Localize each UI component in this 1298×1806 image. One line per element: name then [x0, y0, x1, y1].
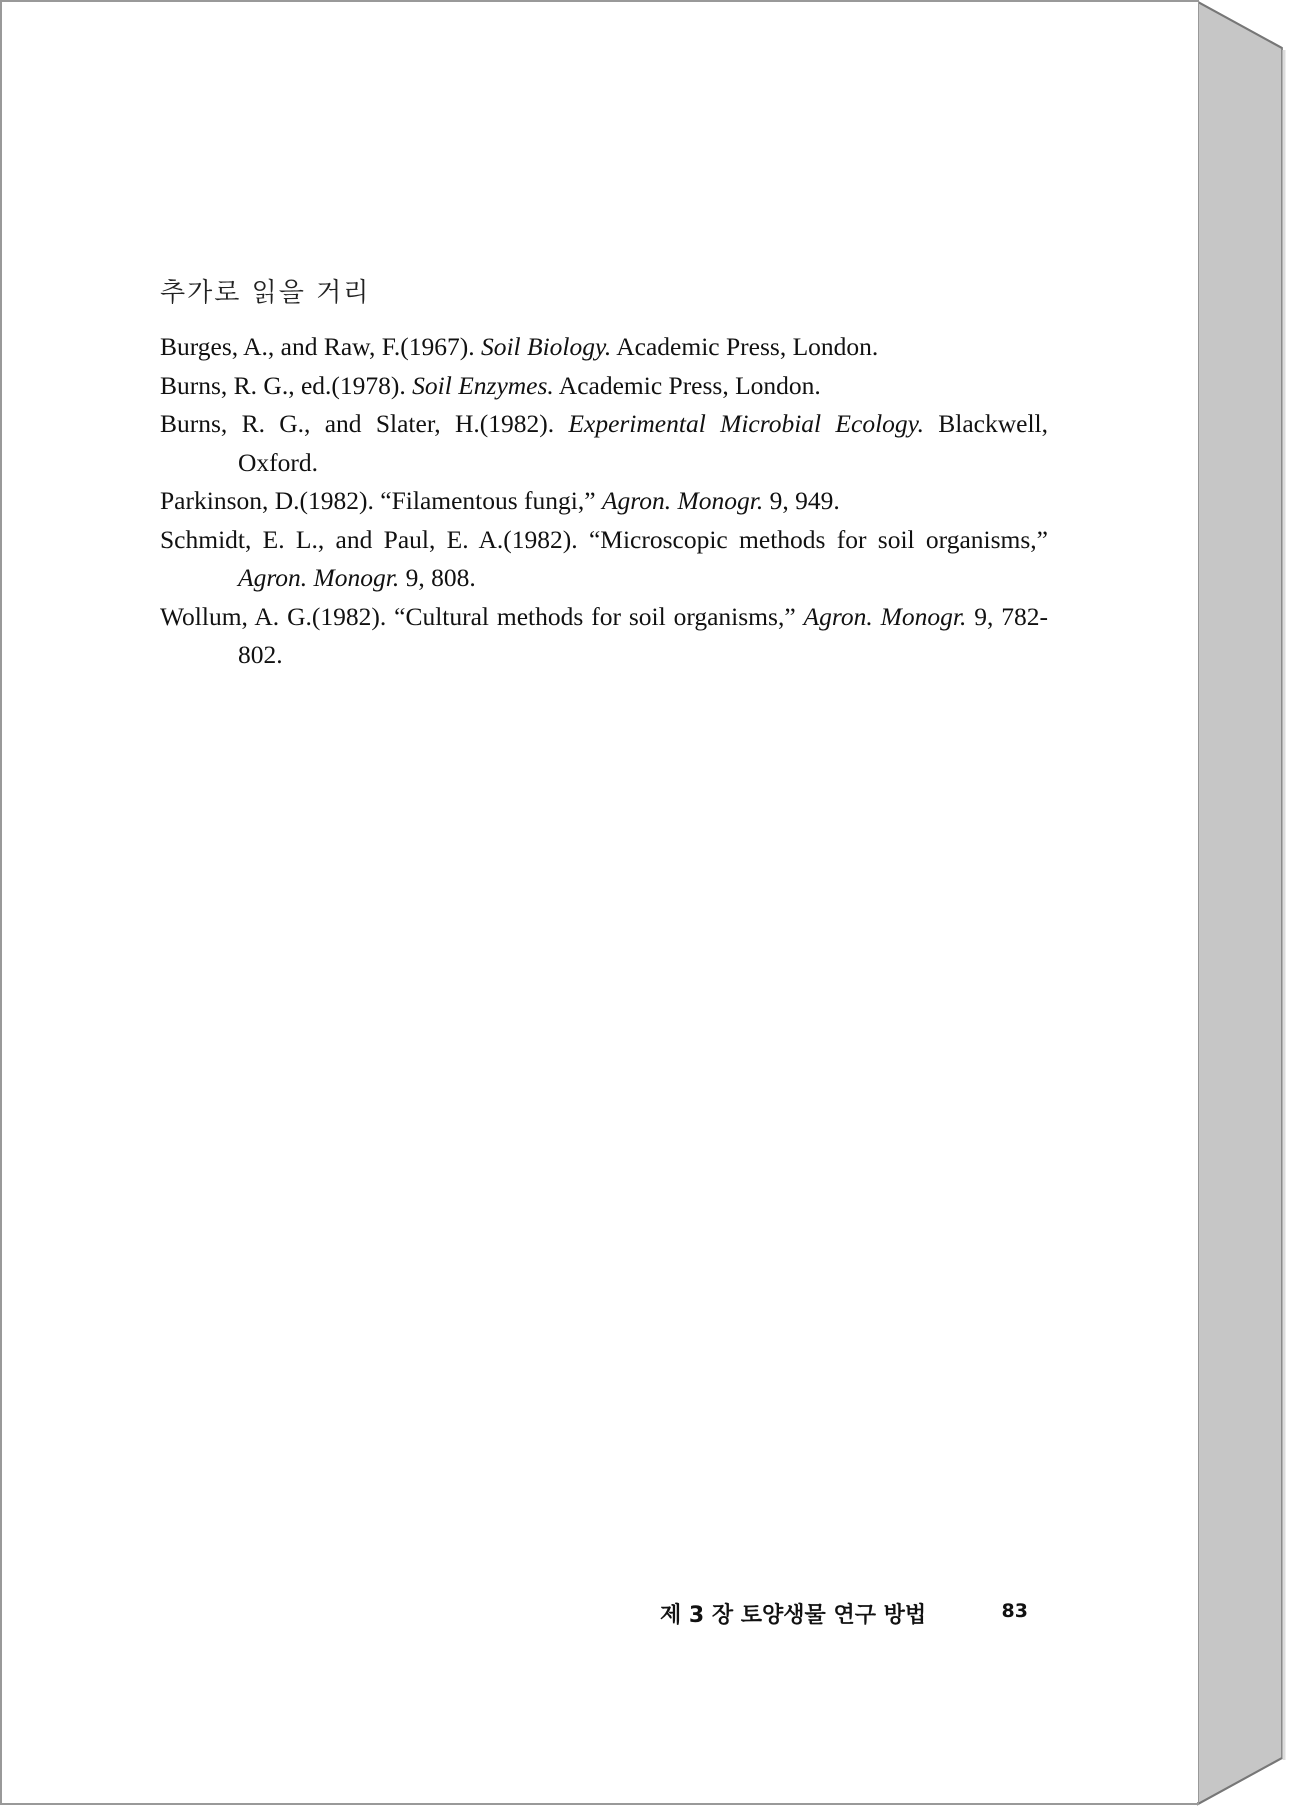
running-footer: [660, 1598, 1028, 1629]
further-reading-heading: 추가로 읽을 거리: [160, 278, 371, 308]
reference-authors: Burns, R. G., ed.(1978).: [160, 370, 413, 400]
reference-source: Agron. Monogr.: [238, 563, 400, 592]
reference-authors: Parkinson, D.(1982). “Filamentous fungi,”: [160, 486, 602, 515]
reference-authors: Burges, A., and Raw, F.(1967).: [160, 332, 481, 361]
reference-item: [160, 598, 1048, 675]
reference-source: Experimental Microbial Ecology.: [568, 409, 924, 438]
reference-source: Agron. Monogr.: [803, 601, 967, 631]
reference-publisher: 9, 949.: [763, 486, 840, 515]
reference-publisher: Academic Press, London.: [553, 370, 821, 400]
reference-item: [160, 328, 1048, 367]
chapter-title: 제 3 장 토양생물 연구 방법: [660, 1603, 927, 1628]
reference-item: [160, 367, 1048, 406]
reference-authors: Wollum, A. G.(1982). “Cultural methods for soil organisms,”: [160, 601, 804, 631]
reference-source: Agron. Monogr.: [601, 486, 764, 515]
reference-publisher: Academic Press, London.: [611, 332, 879, 361]
reference-authors: Burns, R. G., and Slater, H.(1982).: [160, 409, 569, 438]
reference-source: Soil Enzymes.: [412, 370, 554, 400]
book-side-edge: [1198, 2, 1282, 1804]
reference-item: [160, 521, 1048, 598]
reference-publisher: 9, 808.: [399, 563, 476, 592]
page-number: 83: [1001, 1600, 1028, 1622]
reference-item: [160, 405, 1048, 482]
reference-authors: Schmidt, E. L., and Paul, E. A.(1982). “Microscopic methods for soil organisms,”: [160, 524, 1048, 554]
reference-publisher: 9, 782-802.: [238, 601, 1049, 669]
reference-publisher: Blackwell, Oxford.: [238, 409, 1049, 477]
reference-list: [160, 328, 1048, 675]
reference-source: Soil Biology.: [480, 332, 612, 361]
reference-item: [160, 482, 1048, 521]
